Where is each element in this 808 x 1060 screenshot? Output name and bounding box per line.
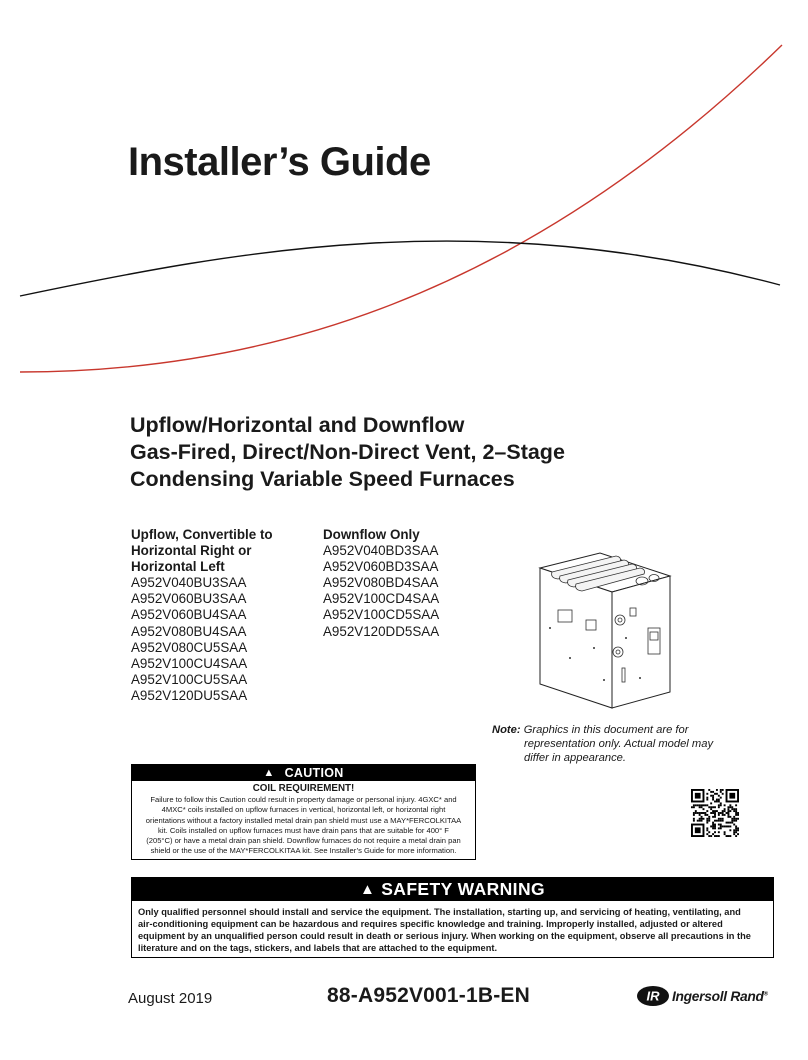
qr-module — [701, 818, 703, 820]
qr-module — [729, 822, 731, 824]
qr-module — [708, 789, 710, 791]
qr-module — [706, 827, 708, 829]
safety-line: literature and on the tags, stickers, and labels that are attached to the equipment. — [138, 943, 498, 953]
qr-module — [718, 799, 720, 801]
qr-module — [729, 806, 731, 808]
registered-mark: ® — [763, 990, 768, 997]
qr-module — [729, 829, 731, 831]
qr-module — [731, 806, 733, 808]
qr-module — [706, 810, 708, 812]
qr-module — [701, 806, 703, 808]
qr-module — [716, 793, 718, 795]
qr-module — [712, 822, 714, 824]
qr-module — [712, 824, 714, 826]
note-line: Graphics in this document are for — [523, 724, 689, 736]
qr-module — [718, 814, 720, 816]
qr-module — [699, 818, 701, 820]
qr-module — [720, 812, 722, 814]
qr-module — [729, 816, 731, 818]
qr-module — [731, 808, 733, 810]
qr-module — [699, 814, 701, 816]
qr-module — [695, 812, 697, 814]
qr-module — [720, 791, 722, 793]
qr-module — [735, 804, 737, 806]
qr-module — [718, 806, 720, 808]
qr-module — [716, 810, 718, 812]
qr-module — [722, 793, 724, 795]
qr-module — [693, 812, 695, 814]
qr-module — [720, 804, 722, 806]
qr-module — [697, 820, 699, 822]
caution-box — [131, 764, 476, 860]
qr-module — [727, 816, 729, 818]
qr-module — [722, 789, 724, 791]
qr-module — [701, 816, 703, 818]
qr-module — [726, 822, 728, 824]
safety-warning-header — [132, 878, 773, 901]
qr-module — [729, 825, 731, 827]
qr-module — [710, 791, 712, 793]
qr-module — [722, 810, 724, 812]
qr-module — [712, 799, 714, 801]
qr-module — [733, 829, 735, 831]
note-line: differ in appearance. — [524, 752, 626, 764]
qr-module — [714, 824, 716, 826]
qr-module — [706, 822, 708, 824]
note-label: Note: — [492, 724, 521, 736]
graphics-note — [492, 723, 752, 765]
qr-module — [695, 804, 697, 806]
qr-module — [712, 825, 714, 827]
qr-module — [714, 801, 716, 803]
warning-triangle-icon: ▲ — [359, 881, 376, 898]
document-number: 88-A952V001-1B-EN — [327, 984, 531, 1007]
qr-module — [735, 818, 737, 820]
qr-module — [708, 818, 710, 820]
subtitle-line: Gas-Fired, Direct/Non-Direct Vent, 2–Stage — [130, 440, 565, 464]
qr-module — [714, 827, 716, 829]
qr-module — [706, 818, 708, 820]
qr-module — [697, 804, 699, 806]
qr-module — [697, 812, 699, 814]
qr-module — [733, 808, 735, 810]
qr-module — [718, 831, 720, 833]
qr-module — [724, 810, 726, 812]
qr-module — [731, 822, 733, 824]
qr-module — [720, 827, 722, 829]
qr-module — [712, 795, 714, 797]
qr-module — [714, 825, 716, 827]
qr-module — [733, 810, 735, 812]
qr-module — [720, 797, 722, 799]
qr-module — [695, 810, 697, 812]
qr-module — [714, 810, 716, 812]
qr-module — [714, 814, 716, 816]
qr-module — [693, 818, 695, 820]
qr-module — [727, 806, 729, 808]
qr-module — [716, 789, 718, 791]
qr-module — [737, 829, 739, 831]
qr-module — [712, 810, 714, 812]
qr-module — [701, 812, 703, 814]
qr-module — [727, 825, 729, 827]
model-number: A952V060BU3SAA — [131, 591, 247, 607]
qr-module — [714, 820, 716, 822]
qr-module — [722, 825, 724, 827]
qr-module — [729, 804, 731, 806]
swoosh-black-line — [20, 241, 780, 296]
qr-module — [710, 802, 712, 804]
qr-module — [703, 804, 705, 806]
qr-module — [733, 831, 735, 833]
caution-line: kit. Coils installed on upflow furnaces must have drain pans that are suitable for 400° F — [158, 825, 449, 835]
qr-module — [706, 793, 708, 795]
qr-module — [724, 825, 726, 827]
qr-module — [704, 814, 706, 816]
qr-module — [703, 808, 705, 810]
qr-module — [718, 812, 720, 814]
qr-module — [693, 814, 695, 816]
qr-module — [720, 802, 722, 804]
model-number: A952V080BD4SAA — [323, 575, 439, 591]
model-number: A952V060BD3SAA — [323, 559, 439, 575]
furnace-illustration — [530, 548, 680, 712]
qr-module — [714, 793, 716, 795]
qr-module — [704, 812, 706, 814]
safety-line: air-conditioning equipment can be hazardous and requires specific knowledge and training. Improperly installed, adjusted or altered — [138, 919, 723, 929]
qr-module — [724, 808, 726, 810]
qr-module — [718, 824, 720, 826]
qr-module — [701, 804, 703, 806]
page-title: Installer’s Guide — [128, 140, 431, 184]
qr-module — [731, 820, 733, 822]
qr-module — [735, 820, 737, 822]
qr-module — [710, 812, 712, 814]
qr-module — [706, 814, 708, 816]
qr-module — [737, 814, 739, 816]
qr-module — [724, 833, 726, 835]
safety-warning-box — [131, 877, 774, 958]
subtitle-line: Condensing Variable Speed Furnaces — [130, 467, 515, 491]
qr-module — [708, 806, 710, 808]
qr-module — [699, 804, 701, 806]
qr-module — [729, 810, 731, 812]
upflow-heading-line: Horizontal Left — [131, 559, 225, 575]
qr-module — [693, 806, 695, 808]
qr-module — [737, 827, 739, 829]
model-number: A952V040BD3SAA — [323, 543, 439, 559]
qr-module — [733, 833, 735, 835]
qr-module — [718, 795, 720, 797]
qr-module — [712, 833, 714, 835]
qr-module — [735, 827, 737, 829]
qr-module — [726, 812, 728, 814]
qr-module — [735, 829, 737, 831]
qr-module — [720, 825, 722, 827]
svg-text:IR: IR — [646, 988, 660, 1004]
qr-module — [727, 822, 729, 824]
qr-module — [735, 808, 737, 810]
note-line: representation only. Actual model may — [524, 738, 714, 750]
upflow-heading-line: Upflow, Convertible to — [131, 527, 273, 542]
qr-module — [718, 801, 720, 803]
model-number: A952V120DU5SAA — [131, 687, 248, 703]
warning-triangle-icon: ▲ — [263, 767, 275, 779]
qr-finder — [729, 793, 735, 799]
qr-module — [735, 825, 737, 827]
safety-line: equipment by an unqualified person could result in death or serious injury. When working on the equipment, observe all precautions in the — [138, 931, 751, 941]
qr-module — [706, 820, 708, 822]
qr-module — [708, 831, 710, 833]
qr-finder — [695, 793, 701, 799]
swoosh-red-line — [20, 45, 782, 372]
qr-module — [722, 818, 724, 820]
qr-module — [714, 816, 716, 818]
qr-module — [737, 833, 739, 835]
qr-module — [706, 804, 708, 806]
qr-module — [706, 833, 708, 835]
model-number: A952V100CD5SAA — [323, 607, 440, 623]
qr-module — [710, 806, 712, 808]
downflow-heading: Downflow Only — [323, 527, 420, 542]
qr-module — [703, 812, 705, 814]
qr-module — [699, 812, 701, 814]
brand-logo — [636, 985, 768, 1007]
qr-module — [714, 806, 716, 808]
qr-module — [712, 806, 714, 808]
qr-module — [710, 825, 712, 827]
qr-module — [731, 818, 733, 820]
qr-module — [712, 797, 714, 799]
qr-module — [706, 799, 708, 801]
upflow-heading-line: Horizontal Right or — [131, 543, 252, 559]
model-number: A952V080CU5SAA — [131, 639, 248, 655]
model-number: A952V080BU4SAA — [131, 623, 247, 639]
qr-module — [733, 820, 735, 822]
qr-module — [737, 812, 739, 814]
qr-module — [716, 799, 718, 801]
qr-module — [720, 818, 722, 820]
qr-module — [691, 806, 693, 808]
qr-module — [735, 814, 737, 816]
qr-module — [706, 829, 708, 831]
caution-line: Failure to follow this Caution could result in property damage or personal injury. 4GXC* and — [150, 795, 457, 804]
qr-module — [729, 835, 731, 837]
qr-module — [716, 835, 718, 837]
subtitle-line: Upflow/Horizontal and Downflow — [130, 413, 465, 437]
brand-name-text: Ingersoll Rand — [672, 988, 764, 1004]
upflow-models-list — [131, 527, 273, 704]
qr-module — [701, 820, 703, 822]
model-number: A952V120DD5SAA — [323, 623, 440, 639]
qr-module — [699, 806, 701, 808]
caution-line: orientations without a factory installed metal drain pan shield must use a MAY*FERCOLKITAA — [145, 815, 462, 825]
qr-module — [720, 824, 722, 826]
qr-module — [716, 801, 718, 803]
caution-text — [132, 795, 475, 857]
model-number: A952V040BU3SAA — [131, 575, 247, 591]
caution-line: shield or the use of the MAY*FERCOLKITAA kit. See Installer’s Guide for more information. — [150, 846, 457, 856]
model-number: A952V100CU5SAA — [131, 671, 248, 687]
qr-module — [720, 789, 722, 791]
qr-module — [726, 835, 728, 837]
qr-module — [718, 827, 720, 829]
qr-module — [737, 818, 739, 820]
qr-module — [727, 812, 729, 814]
qr-module — [710, 808, 712, 810]
qr-module — [699, 820, 701, 822]
caution-title: CAUTION — [284, 766, 344, 780]
qr-module — [724, 804, 726, 806]
ir-logo-icon — [636, 985, 670, 1007]
brand-name — [672, 989, 768, 1004]
qr-module — [714, 812, 716, 814]
qr-module — [722, 820, 724, 822]
model-number: A952V100CD4SAA — [323, 591, 440, 607]
caution-header — [132, 765, 475, 781]
qr-module — [726, 825, 728, 827]
safety-warning-text — [132, 901, 773, 954]
safety-warning-title: SAFETY WARNING — [381, 879, 545, 899]
qr-module — [708, 816, 710, 818]
caution-line: 4MXC* coils installed on upflow furnaces in vertical, horizontal left, or horizontal right — [161, 805, 446, 815]
qr-module — [708, 835, 710, 837]
qr-module — [714, 831, 716, 833]
qr-module — [716, 820, 718, 822]
qr-module — [706, 797, 708, 799]
document-subtitle — [130, 412, 690, 493]
publication-date: August 2019 — [128, 990, 213, 1007]
model-number: A952V060BU4SAA — [131, 607, 247, 623]
caution-heading: COIL REQUIREMENT! — [252, 783, 355, 794]
qr-module — [733, 816, 735, 818]
qr-module — [704, 804, 706, 806]
decorative-swoosh — [0, 0, 808, 400]
qr-module — [727, 835, 729, 837]
qr-module — [720, 820, 722, 822]
qr-module — [714, 835, 716, 837]
qr-module — [712, 827, 714, 829]
qr-module — [727, 810, 729, 812]
qr-module — [718, 804, 720, 806]
qr-module — [712, 812, 714, 814]
model-number: A952V100CU4SAA — [131, 655, 248, 671]
qr-module — [724, 831, 726, 833]
qr-module — [735, 810, 737, 812]
qr-module — [735, 835, 737, 837]
qr-module — [703, 818, 705, 820]
safety-line: Only qualified personnel should install and service the equipment. The installation, starting up, and servicing of heating, ventilating, and — [138, 907, 741, 917]
qr-code-icon — [691, 789, 739, 837]
caution-line: (205°C) or have a metal drain pan shield. Downflow furnaces do not require a metal drain pan — [146, 836, 461, 846]
qr-module — [693, 820, 695, 822]
qr-module — [733, 824, 735, 826]
qr-module — [718, 835, 720, 837]
downflow-models-list — [323, 527, 439, 640]
qr-module — [733, 818, 735, 820]
qr-module — [727, 808, 729, 810]
qr-module — [735, 812, 737, 814]
qr-module — [712, 816, 714, 818]
qr-module — [708, 820, 710, 822]
qr-module — [712, 791, 714, 793]
qr-module — [718, 818, 720, 820]
qr-finder — [695, 827, 701, 833]
qr-module — [710, 795, 712, 797]
qr-module — [724, 814, 726, 816]
qr-module — [735, 831, 737, 833]
qr-module — [718, 820, 720, 822]
qr-module — [722, 814, 724, 816]
qr-module — [727, 814, 729, 816]
qr-module — [722, 812, 724, 814]
qr-module — [710, 835, 712, 837]
qr-module — [693, 804, 695, 806]
